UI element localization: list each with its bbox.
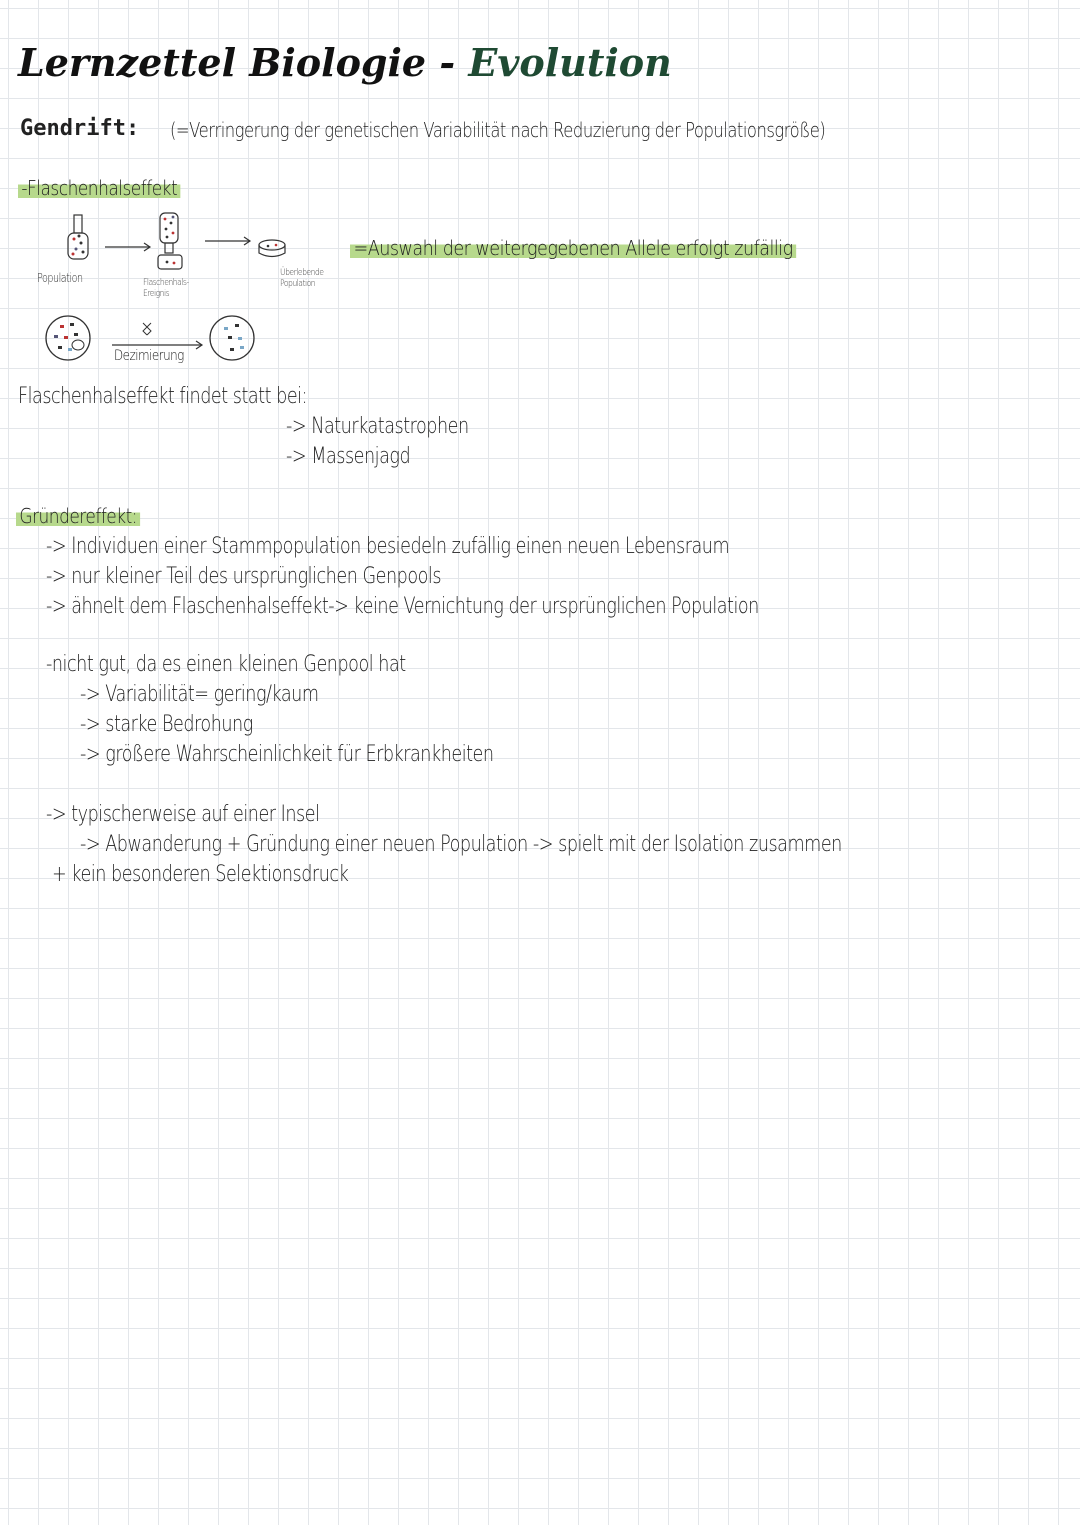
gendrift-definition: (=Verringerung der genetischen Variabilität nach Reduzierung der Populationsgröße) bbox=[170, 118, 826, 142]
flaschenhals-highlight-note: =Auswahl der weitergegebenen Allele erfolgt zufällig bbox=[350, 236, 796, 260]
consequence-1: -> Variabilität= gering/kaum bbox=[80, 682, 319, 707]
gendrift-heading: Gendrift: bbox=[20, 116, 140, 141]
bottle-population-icon bbox=[68, 215, 88, 259]
label-event: Flaschenhals- Ereignis bbox=[143, 278, 189, 299]
bottle-event-icon bbox=[158, 213, 182, 269]
gruender-plus-note: + kein besonderen Selektionsdruck bbox=[52, 862, 349, 887]
gruender-heading: Gründereffekt: bbox=[16, 504, 140, 528]
label-survivors: Überlebende Population bbox=[280, 268, 324, 289]
arrow-2-icon bbox=[205, 237, 250, 245]
gruender-line-3: -> ähnelt dem Flaschenhalseffekt-> keine Vernichtung der ursprünglichen Population bbox=[46, 594, 759, 619]
survivor-circle-icon bbox=[210, 316, 254, 360]
gruender-typical: -> typischerweise auf einer Insel bbox=[46, 802, 320, 827]
consequence-2: -> starke Bedrohung bbox=[80, 712, 253, 737]
gruender-not-good: -nicht gut, da es einen kleinen Genpool hat bbox=[46, 652, 406, 677]
occurs-item-2: -> Massenjagd bbox=[286, 444, 411, 469]
occurs-item-1: -> Naturkatastrophen bbox=[286, 414, 469, 439]
gruender-line-1: -> Individuen einer Stammpopulation besiedeln zufällig einen neuen Lebensraum bbox=[46, 534, 730, 559]
title-part1: Lernzettel Biologie - bbox=[18, 40, 456, 85]
flaschenhals-heading: -Flaschenhalseffekt bbox=[18, 176, 181, 200]
survivors-dish-icon bbox=[259, 240, 285, 257]
consequence-3: -> größere Wahrscheinlichkeit für Erbkrankheiten bbox=[80, 742, 494, 767]
flaschenhals-occurs-intro: Flaschenhalseffekt findet statt bei: bbox=[18, 384, 308, 409]
gruender-typical-sub: -> Abwanderung + Gründung einer neuen Population -> spielt mit der Isolation zusammen bbox=[80, 832, 842, 857]
population-circle-icon bbox=[46, 316, 90, 360]
gruender-line-2: -> nur kleiner Teil des ursprünglichen Genpools bbox=[46, 564, 442, 589]
label-decimation: Dezimierung bbox=[114, 348, 184, 364]
title-part2: Evolution bbox=[468, 40, 672, 85]
page-title bbox=[18, 40, 672, 85]
event-symbol-icon bbox=[143, 323, 151, 335]
arrow-1-icon bbox=[105, 243, 150, 251]
label-population: Population bbox=[37, 271, 83, 285]
